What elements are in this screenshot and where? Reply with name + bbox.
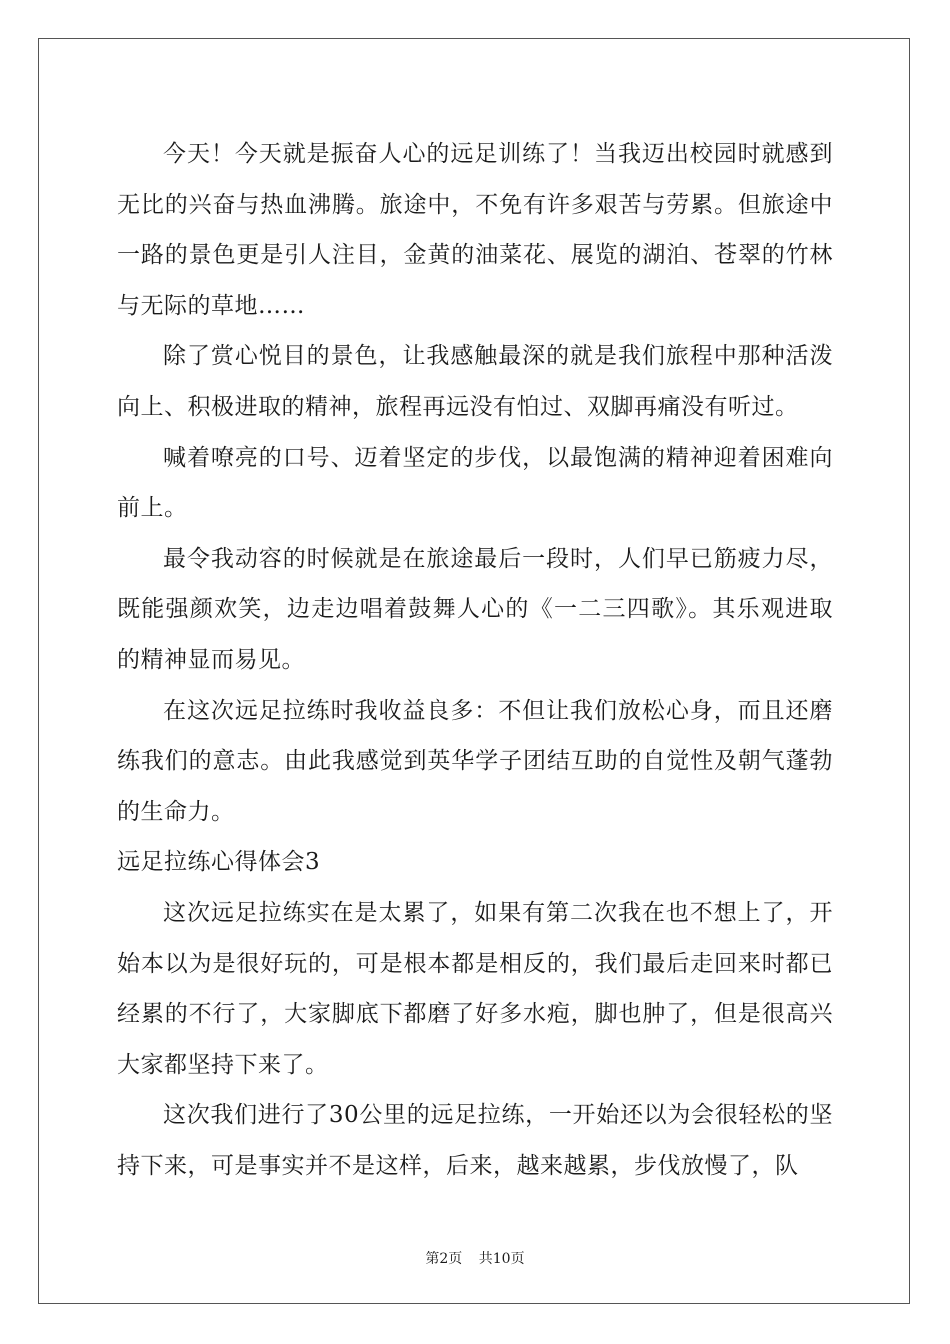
- page-number: 第2页: [425, 1251, 463, 1267]
- page-total: 共10页: [478, 1251, 525, 1267]
- paragraph-4: 最令我动容的时候就是在旅途最后一段时，人们早已筋疲力尽，既能强颜欢笑，边走边唱着鼓舞人心的《一二三四歌》。其乐观进取的精神显而易见。: [117, 545, 833, 673]
- paragraph-5: 在这次远足拉练时我收益良多：不但让我们放松心身，而且还磨练我们的意志。由此我感觉到英华学子团结互助的自觉性及朝气蓬勃的生命力。: [117, 697, 833, 825]
- page-footer: [0, 1248, 950, 1268]
- paragraph-3: 喊着嘹亮的口号、迈着坚定的步伐，以最饱满的精神迎着困难向前上。: [117, 444, 833, 522]
- document-body: [117, 129, 833, 1191]
- paragraph-2: 除了赏心悦目的景色，让我感触最深的就是我们旅程中那种活泼向上、积极进取的精神，旅程再远没有怕过、双脚再痛没有听过。: [117, 343, 833, 420]
- section-paragraph-2: 这次我们进行了30公里的远足拉练，一开始还以为会很轻松的坚持下来，可是事实并不是这样，后来，越来越累，步伐放慢了，队: [117, 1102, 833, 1179]
- section-paragraph-1: 这次远足拉练实在是太累了，如果有第二次我在也不想上了，开始本以为是很好玩的，可是根本都是相反的，我们最后走回来时都已经累的不行了，大家脚底下都磨了好多水疱，脚也肿了，但是很高兴大家都坚持下来了。: [117, 899, 833, 1078]
- section-heading: 远足拉练心得体会3: [117, 849, 321, 876]
- paragraph-1: 今天！今天就是振奋人心的远足训练了！当我迈出校园时就感到无比的兴奋与热血沸腾。旅途中，不免有许多艰苦与劳累。但旅途中一路的景色更是引人注目，金黄的油菜花、展览的湖泊、苍翠的竹林与无际的草地……: [117, 141, 833, 319]
